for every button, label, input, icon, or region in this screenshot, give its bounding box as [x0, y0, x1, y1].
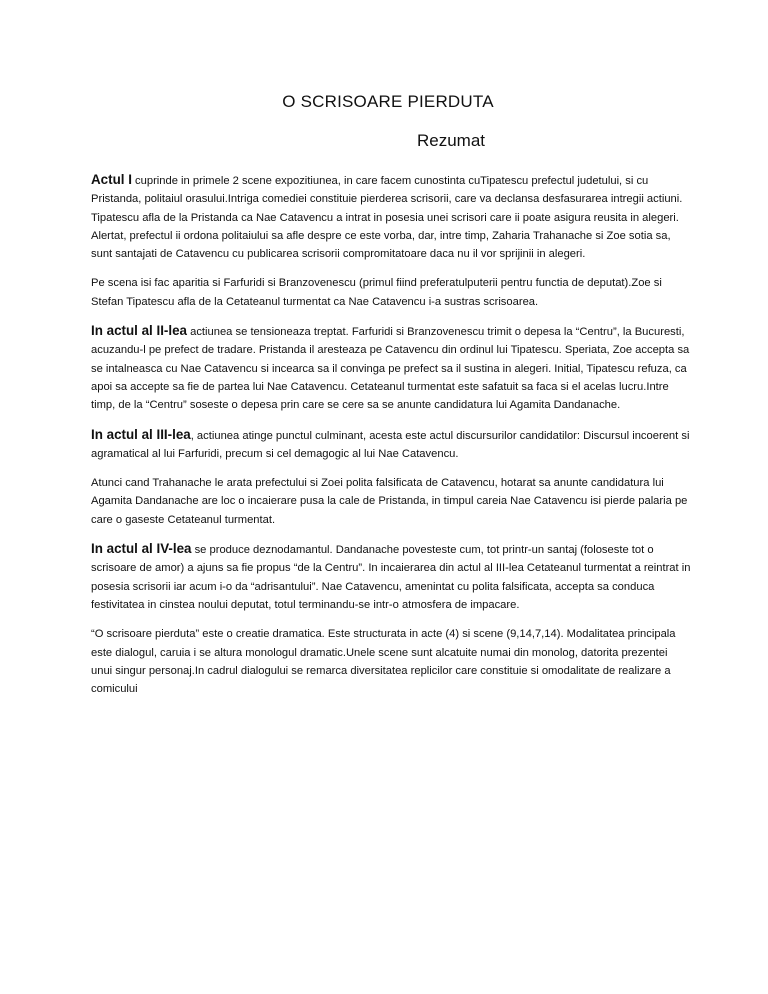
paragraph-text: actiunea se tensioneaza treptat. Farfuridi si Branzovenescu trimit o depesa la “Centru”, la Bucuresti, acuzandu-l pe prefect de tradare. Pristanda il aresteaza pe Catavencu din ordinul lui Tipatescu. Speriata, Zoe accepta sa se intalneasca cu Nae Catavencu si incearca sa il convinga pe prefect sa il sustina in alegeri. Initial, Tipatescu refuza, ca apoi sa accepte sa fie de partea lui Nae Catavencu. Cetateanul turmentat este safatuit sa faca si el acelas lucru.Intre timp, de la “Centru” soseste o depesa prin care se cere sa se anunte candidatura lui Agamita Dandanache.: [91, 326, 690, 412]
paragraph-lead: In actul al II-lea: [91, 323, 187, 339]
paragraph-conclusion: [91, 625, 691, 698]
paragraph-act-2: [91, 322, 691, 414]
paragraph-act-1-cont: [91, 274, 691, 311]
paragraph-text: se produce deznodamantul. Dandanache povesteste cum, tot printr-un santaj (foloseste tot o scrisoare de amor) a ajuns sa fie propus “de la Centru”. In incaierarea din actul al III-lea Cetateanul turmentat a reintrat in posesia scrisorii iar acum i-o da “adrisantului”. Nae Catavencu, amenintat cu polita falsificata, accepta sa conduca festivitatea in cinstea noului deputat, totul terminandu-se intr-o atmosfera de impacare.: [91, 544, 691, 611]
paragraph-text: cuprinde in primele 2 scene expozitiunea, in care facem cunostinta cuTipatescu prefectul judetului, si cu Pristanda, politaiul orasului.Intriga comediei constituie pierderea scrisorii, care va declansa desfasurarea intregii actiuni. Tipatescu afla de la Pristanda ca Nae Catavencu a intrat in posesia unei scrisori care ii poate asigura reusita in alegeri. Alertat, prefectul ii ordona politaiului sa afle despre ce este vorba, dar, intre timp, Zaharia Trahanache si Zoe sotia sa, sunt santajati de Catavencu cu publicarea scrisorii compromitatoare daca nu il vor sprijinii in alegeri.: [91, 175, 683, 261]
paragraph-lead: In actul al III-lea: [91, 426, 191, 442]
paragraph-text: “O scrisoare pierduta” este o creatie dramatica. Este structurata in acte (4) si scene (9,14,7,14). Modalitatea principala este dialogul, caruia i se altura monologul dramatic.Unele scene sunt alcatuite numai din monolog, datorita prezentei unui singur personaj.In cadrul dialogului se remarca diversitatea replicilor care constituie si omodalitate de realizare a comicului: [91, 628, 676, 696]
paragraph-text: , actiunea atinge punctul culminant, acesta este actul discursurilor candidatilor: Discursul incoerent si agramatical al lui Farfuridi, precum si cel demagogic al lui Nae Catavencu.: [91, 429, 690, 460]
paragraph-act-4: [91, 540, 691, 614]
paragraph-text: Atunci cand Trahanache le arata prefectului si Zoei polita falsificata de Catavencu, hotarat sa anunte candidatura lui Agamita Dandanache are loc o incaierare pusa la cale de Pristanda, in timpul careia Nae Catavencu isi pierde palaria pe care o gaseste Cetateanul turmentat.: [91, 477, 688, 526]
paragraph-text: Pe scena isi fac aparitia si Farfuridi si Branzovenescu (primul fiind preferatulputerii pentru functia de deputat).Zoe si Stefan Tipatescu afla de la Cetateanul turmentat ca Nae Catavencu i-a sustras scrisoarea.: [91, 277, 662, 308]
paragraph-lead: In actul al IV-lea: [91, 541, 192, 557]
document-title: O SCRISOARE PIERDUTA: [282, 92, 494, 111]
paragraph-act-3: [91, 426, 691, 464]
paragraph-act-1: [91, 171, 691, 263]
paragraph-act-3-cont: [91, 474, 691, 529]
document-subtitle: Rezumat: [416, 131, 486, 150]
document-body: [91, 171, 691, 709]
paragraph-lead: Actul I: [91, 172, 132, 187]
